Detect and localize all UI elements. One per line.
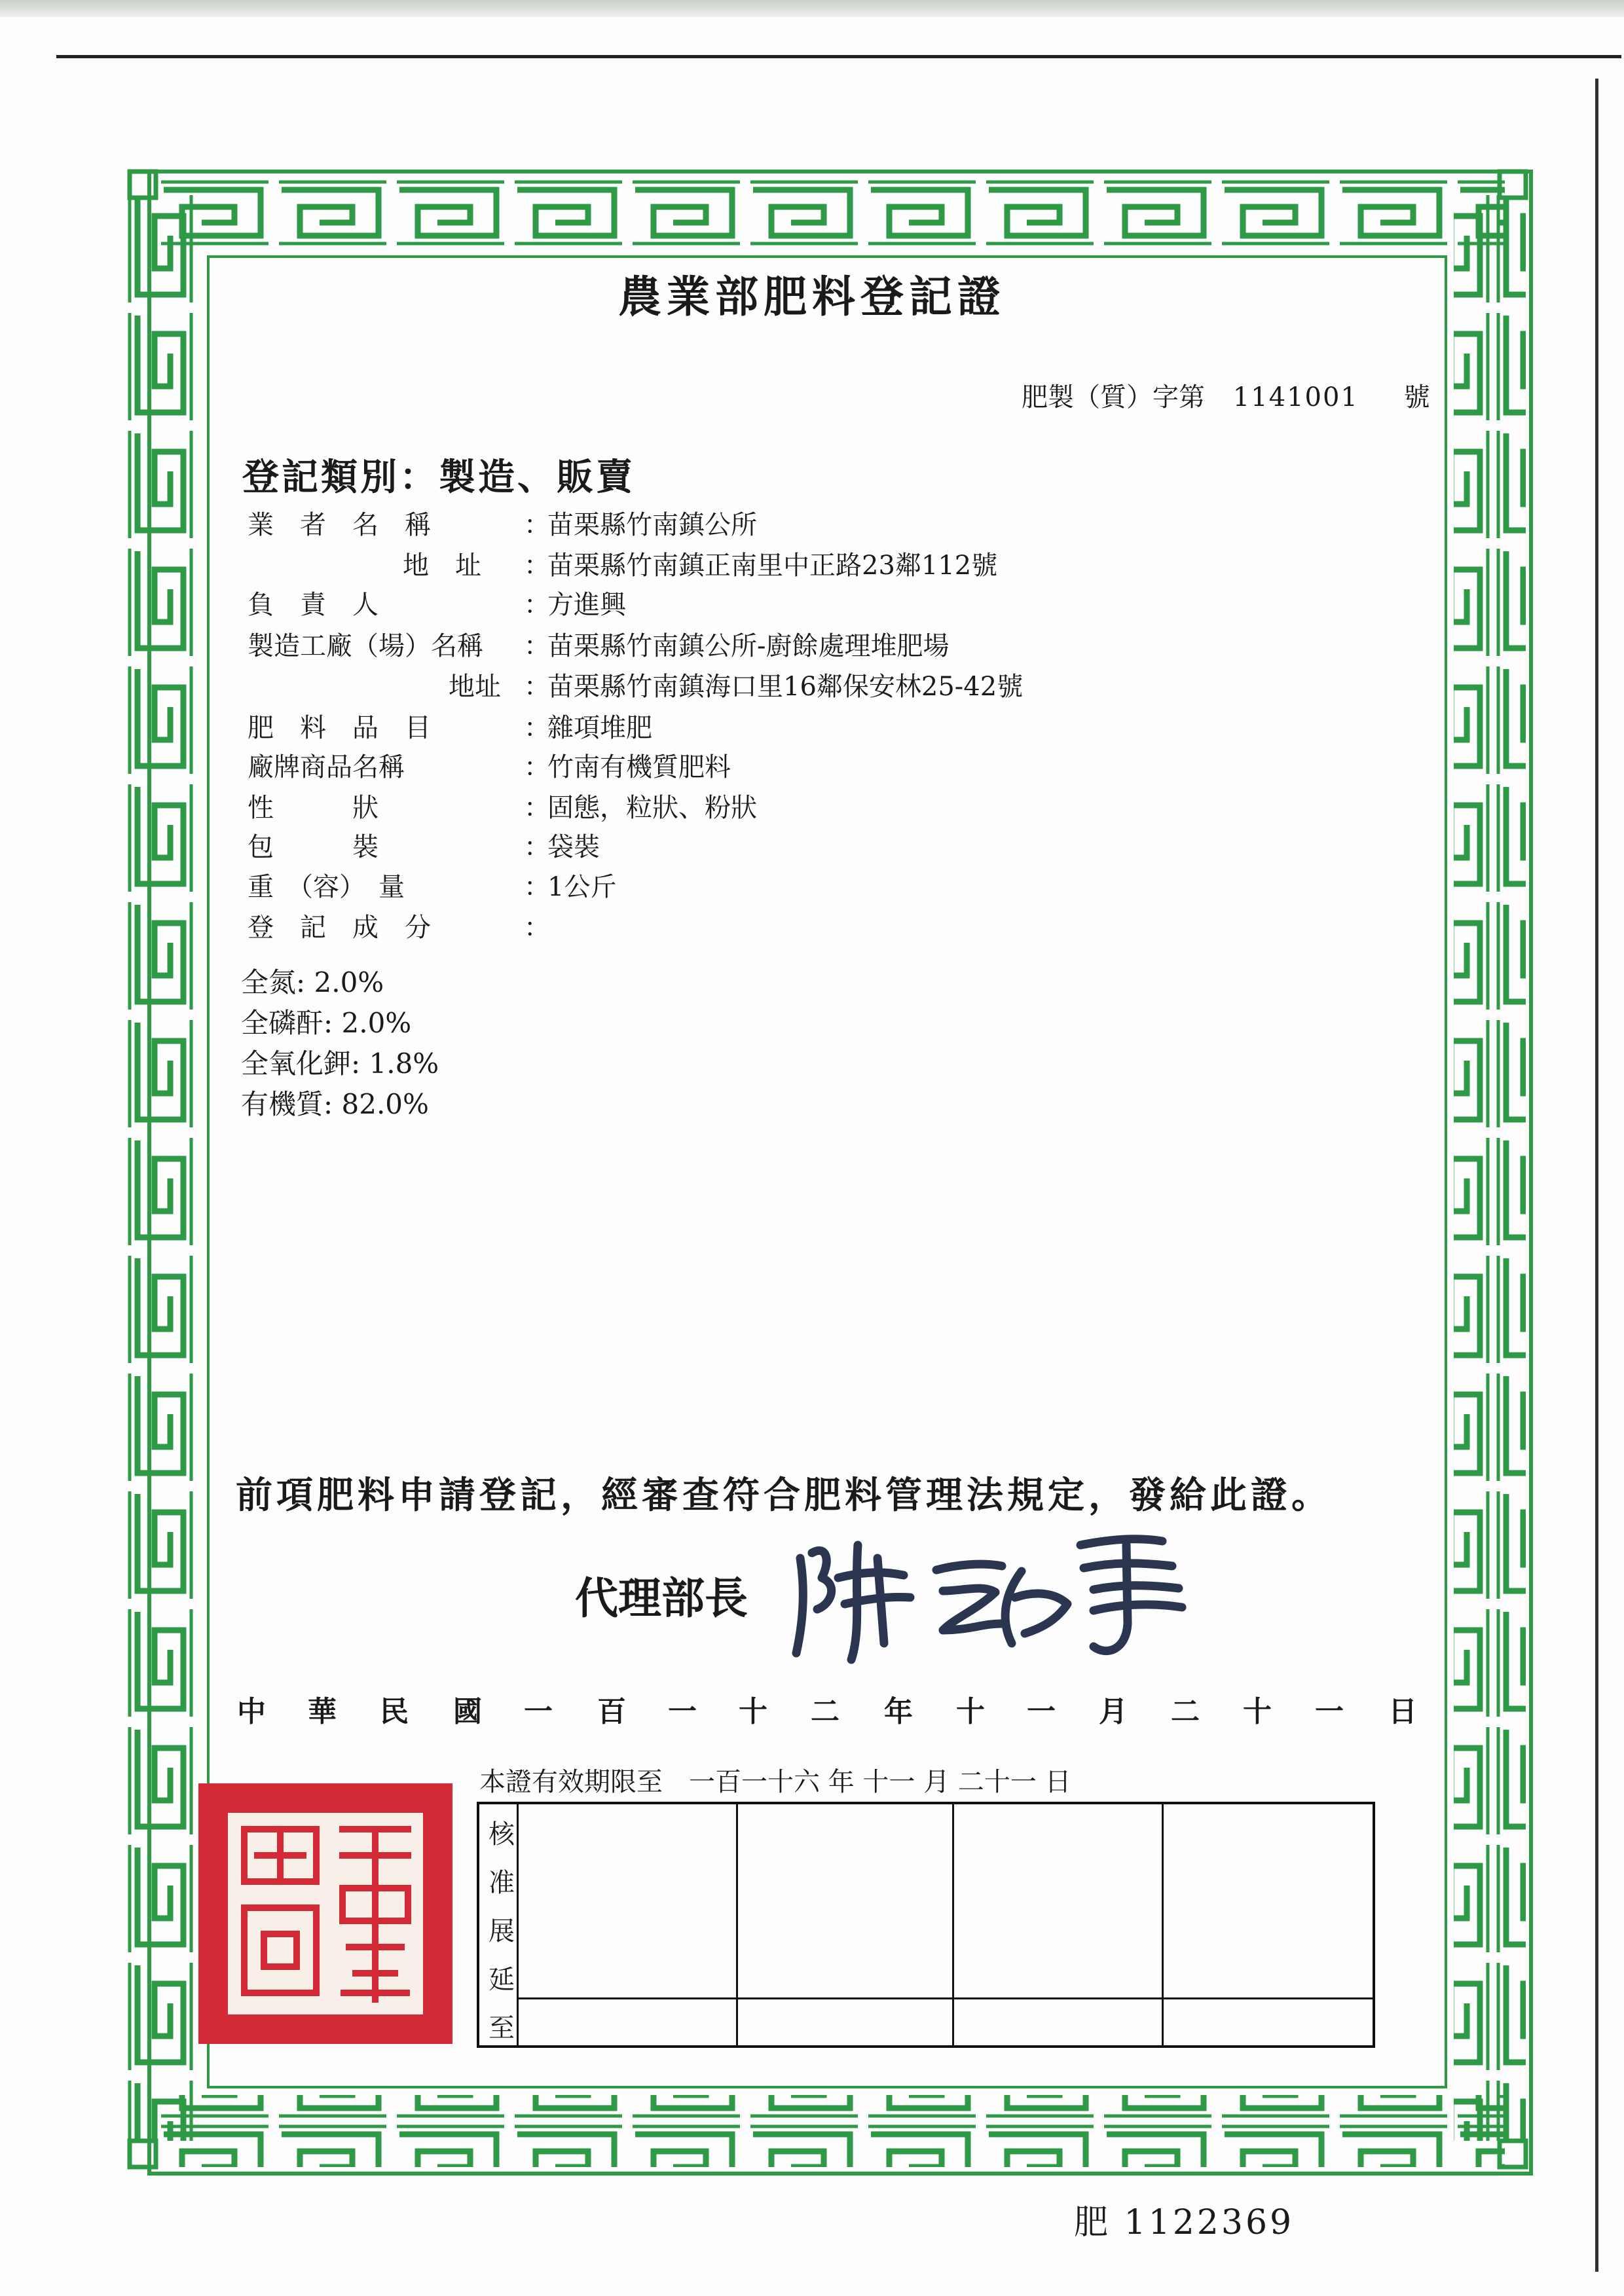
field-label-operator-name: 業 者 名 稱 — [248, 510, 431, 540]
issue-date-char: 十 — [1243, 1695, 1272, 1728]
issue-date-char: 年 — [884, 1695, 913, 1728]
issue-date-char: 華 — [308, 1695, 337, 1728]
issue-date-char: 月 — [1099, 1695, 1128, 1728]
issue-date-char: 民 — [380, 1695, 409, 1728]
field-label-packaging: 包 裝 — [248, 832, 378, 862]
issue-date-char: 二 — [811, 1695, 840, 1728]
extension-cell — [1164, 1804, 1373, 1997]
cert-number-prefix: 肥製（質）字第 — [1022, 382, 1205, 412]
field-label-weight: 重 （容） 量 — [248, 872, 405, 902]
field-colon: ： — [524, 510, 550, 540]
field-value-weight: 1公斤 — [547, 872, 617, 902]
issue-date-char: 日 — [1388, 1695, 1417, 1728]
field-label-address: 地 址 — [403, 551, 481, 581]
extension-label-char: 准 — [489, 1868, 515, 1898]
field-value-fertilizer-type: 雜項堆肥 — [547, 713, 652, 743]
field-colon: ： — [524, 713, 550, 743]
field-colon: ： — [524, 793, 550, 823]
cert-number-suffix: 號 — [1403, 382, 1430, 412]
field-colon: ： — [524, 872, 550, 902]
field-value-form: 固態，粒狀、粉狀 — [547, 793, 757, 823]
nutrient-total-phosphate: 全磷酐: 2.0% — [241, 1007, 412, 1039]
official-seal — [198, 1783, 452, 2044]
field-colon: ： — [524, 551, 550, 581]
table-row-divider — [519, 1997, 1373, 1999]
extension-label-char: 至 — [489, 2013, 515, 2043]
extension-approval-table — [477, 1802, 1375, 2048]
field-label-registered-composition: 登 記 成 分 — [248, 913, 431, 943]
field-colon: ： — [524, 913, 550, 943]
issue-date-char: 一 — [1315, 1695, 1344, 1728]
extension-cell — [954, 1804, 1162, 1997]
issue-date-char: 十 — [739, 1695, 767, 1728]
field-value-factory-name: 苗栗縣竹南鎮公所-廚餘處理堆肥場 — [547, 631, 950, 661]
issue-date-char: 中 — [237, 1695, 266, 1728]
issue-date-char: 十 — [956, 1695, 985, 1728]
issue-date-char: 二 — [1171, 1695, 1200, 1728]
issue-date-char: 一 — [524, 1695, 553, 1728]
field-colon: ： — [524, 752, 550, 782]
field-value-responsible-person: 方進興 — [547, 590, 626, 620]
registration-category: 登記類別：製造、販賣 — [242, 456, 635, 499]
issue-date-char: 國 — [453, 1695, 482, 1728]
field-label-brand-name: 廠牌商品名稱 — [248, 752, 405, 782]
field-colon: ： — [524, 590, 550, 620]
field-value-packaging: 袋裝 — [547, 832, 600, 862]
field-value-address: 苗栗縣竹南鎮正南里中正路23鄰112號 — [547, 551, 998, 581]
field-value-operator-name: 苗栗縣竹南鎮公所 — [547, 510, 757, 540]
certificate-number — [1022, 376, 1430, 414]
handwritten-signature — [786, 1519, 1192, 1669]
issue-date-char: 一 — [668, 1695, 697, 1728]
field-label-form: 性 狀 — [248, 793, 378, 823]
extension-label-char: 延 — [489, 1965, 515, 1995]
nutrient-organic-matter: 有機質: 82.0% — [241, 1088, 429, 1120]
field-colon: ： — [524, 832, 550, 862]
extension-label-char: 展 — [489, 1916, 515, 1946]
extension-cell — [521, 1804, 736, 1997]
issuance-statement: 前項肥料申請登記，經審查符合肥料管理法規定，發給此證。 — [236, 1474, 1332, 1517]
field-colon: ： — [524, 631, 550, 661]
certificate-title: 農業部肥料登記證 — [618, 271, 1006, 322]
field-label-responsible-person: 負 責 人 — [248, 590, 378, 620]
issue-date-char: 百 — [597, 1695, 626, 1728]
cert-number-value: 1141001 — [1232, 382, 1359, 412]
field-label-factory-address: 地址 — [449, 672, 501, 702]
field-label-fertilizer-type: 肥 料 品 目 — [248, 713, 431, 743]
signer-title: 代理部長 — [575, 1573, 748, 1624]
field-value-factory-address: 苗栗縣竹南鎮海口里16鄰保安林25-42號 — [547, 672, 1024, 702]
field-label-factory-name: 製造工廠（場）名稱 — [248, 631, 483, 661]
extension-cell — [738, 1804, 952, 1997]
nutrient-total-potash: 全氧化鉀: 1.8% — [241, 1048, 439, 1080]
validity-period: 本證有效期限至 一百一十六 年 十一 月 二十一 日 — [479, 1767, 1071, 1797]
extension-label-char: 核 — [489, 1819, 515, 1850]
field-value-brand-name: 竹南有機質肥料 — [547, 752, 731, 782]
nutrient-total-nitrogen: 全氮: 2.0% — [241, 966, 384, 998]
field-colon: ： — [524, 672, 550, 702]
serial-number: 肥 1122369 — [1074, 2203, 1295, 2242]
issue-date-char: 一 — [1027, 1695, 1056, 1728]
extension-label-column — [479, 1804, 519, 2045]
